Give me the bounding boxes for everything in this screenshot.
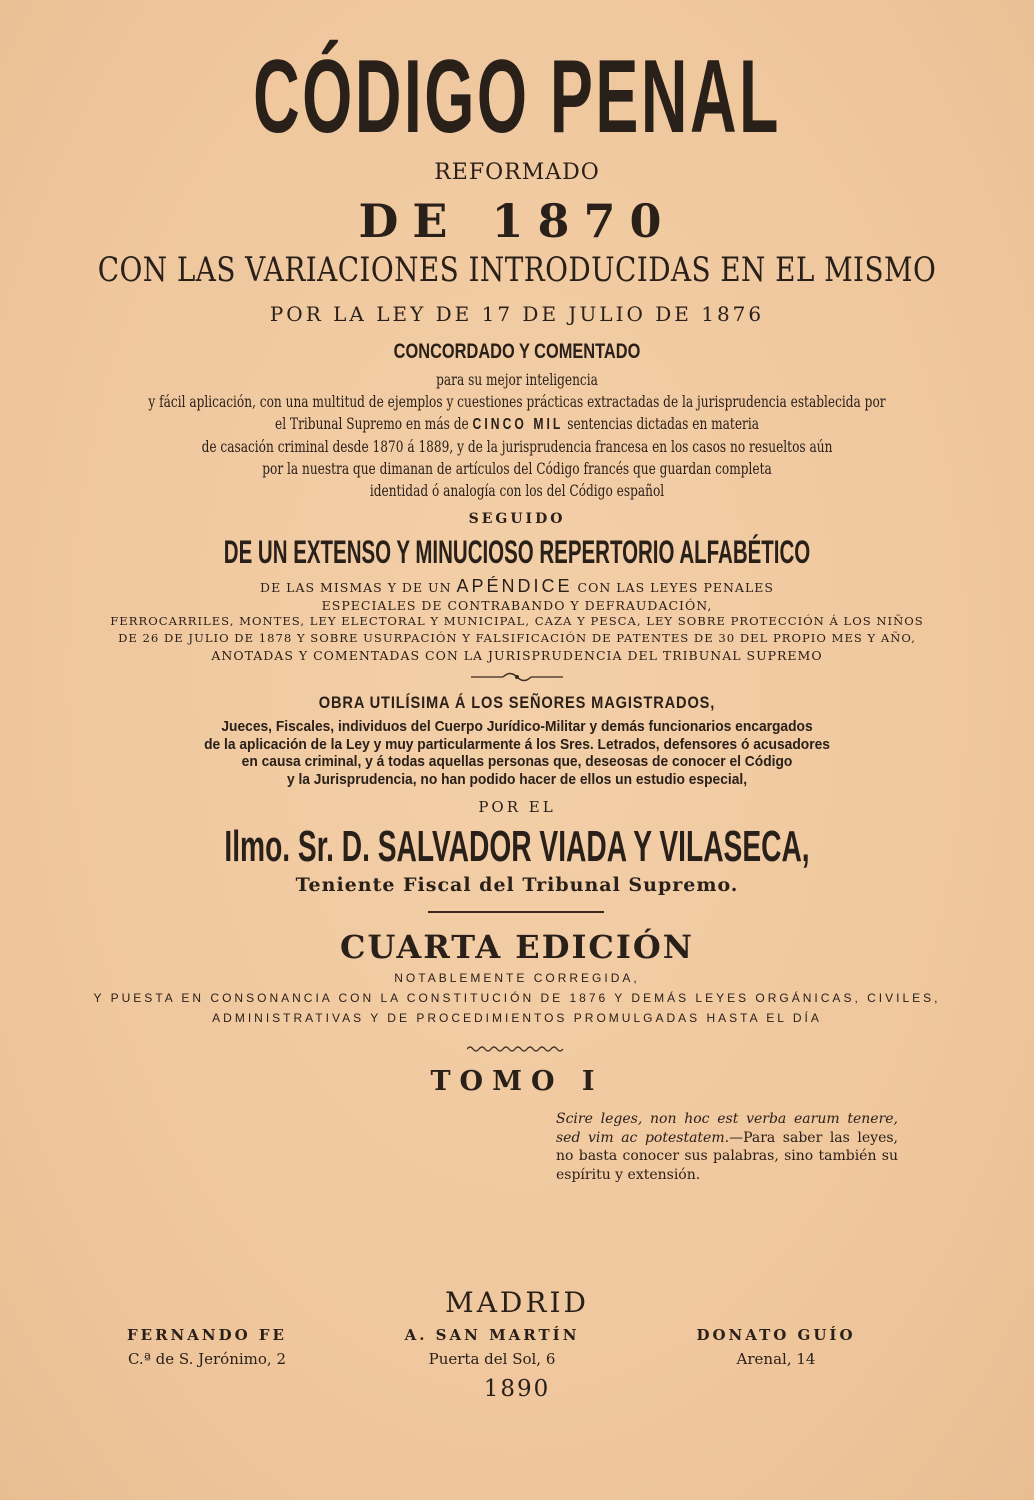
apendice-line-1 xyxy=(0,578,1034,596)
obra-line: OBRA UTILÍSIMA Á LOS SEÑORES MAGISTRADOS, xyxy=(318,693,716,712)
publication-year: 1890 xyxy=(483,1376,551,1402)
edition-notes-line-1: NOTABLEMENTE CORREGIDA, xyxy=(394,971,640,985)
apendice-post: CON LAS LEYES PENALES xyxy=(577,580,774,595)
description-line-3-post: sentencias dictadas en materia xyxy=(567,414,759,433)
publisher-name: FERNANDO FE xyxy=(127,1326,287,1344)
edition-heading: CUARTA EDICIÓN xyxy=(340,928,694,966)
edition-notes-line-3: ADMINISTRATIVAS Y DE PROCEDIMIENTOS PROMULGADAS HASTA EL DÍA xyxy=(212,1011,822,1025)
publisher-1 xyxy=(92,1326,322,1368)
epigraph-spanish: —Para saber las leyes, no basta conocer sus palabras, sino también su espíritu y extensión. xyxy=(556,1129,898,1183)
description-line-3-pre: el Tribunal Supremo en más de xyxy=(275,414,469,433)
volume-heading: TOMO I xyxy=(430,1066,604,1097)
concordado-line: CONCORDADO Y COMENTADO xyxy=(393,340,641,363)
epigraph xyxy=(556,1110,898,1184)
apendice-pre: DE LAS MISMAS Y DE UN xyxy=(260,580,452,595)
apendice-line-3: FERROCARRILES, MONTES, LEY ELECTORAL Y MUNICIPAL, CAZA Y PESCA, LEY SOBRE PROTECCIÓN Á LOS NIÑOS xyxy=(110,614,924,628)
repertorio-line: DE UN EXTENSO Y MINUCIOSO REPERTORIO ALFABÉTICO xyxy=(223,534,811,570)
audience-line-1: Jueces, Fiscales, individuos del Cuerpo Jurídico-Militar y demás funcionarios encargados xyxy=(221,718,813,735)
description-line-5: por la nuestra que dimanan de artículos del Código francés que guardan completa xyxy=(262,459,772,478)
audience-line-4: y la Jurisprudencia, no han podido hacer de ellos un estudio especial, xyxy=(286,771,748,788)
publisher-2 xyxy=(374,1326,610,1368)
description-line-6: identidad ó analogía con los del Código español xyxy=(369,481,665,500)
apendice-line-4: DE 26 DE JULIO DE 1878 Y SOBRE USURPACIÓN Y FALSIFICACIÓN DE PATENTES DE 30 DEL PROPIO MES Y AÑO, xyxy=(118,631,916,645)
year-heading: DE 1870 xyxy=(358,194,676,248)
wavy-line-icon xyxy=(467,1044,567,1054)
publisher-address: Arenal, 14 xyxy=(736,1350,816,1368)
author-title: Teniente Fiscal del Tribunal Supremo. xyxy=(295,874,739,896)
description-line-4: de casación criminal desde 1870 á 1889, y de la jurisprudencia francesa en los casos no resueltos aún xyxy=(201,437,833,456)
subtitle-reformado: REFORMADO xyxy=(434,160,600,185)
book-title: CÓDIGO PENAL xyxy=(253,39,781,155)
edition-notes-line-2: Y PUESTA EN CONSONANCIA CON LA CONSTITUCIÓN DE 1876 Y DEMÁS LEYES ORGÁNICAS, CIVILES, xyxy=(93,991,941,1005)
apendice-word: APÉNDICE xyxy=(456,576,573,596)
audience-line-2: de la aplicación de la Ley y muy particularmente á los Sres. Letrados, defensores ó acusadores xyxy=(204,736,830,753)
description-line-2: y fácil aplicación, con una multitud de ejemplos y cuestiones prácticas extractadas de la jurisprudencia establecida por xyxy=(148,392,886,411)
epigraph-latin: Scire leges, non hoc est verba earum tenere, sed vim ac potestatem. xyxy=(556,1111,898,1146)
ornament-divider xyxy=(0,670,1034,688)
audience-line-3: en causa criminal, y á todas aquellas personas que, deseosas de conocer el Código xyxy=(241,753,793,770)
cinco-mil-emphasis: CINCO MIL xyxy=(472,416,564,433)
author-name: Ilmo. Sr. D. SALVADOR VIADA Y VILASECA, xyxy=(224,822,810,871)
publisher-name: DONATO GUÍO xyxy=(696,1326,856,1344)
ornament-icon xyxy=(469,670,565,684)
apendice-line-5: ANOTADAS Y COMENTADAS CON LA JURISPRUDENCIA DEL TRIBUNAL SUPREMO xyxy=(211,648,823,663)
por-el-line: POR EL xyxy=(478,798,556,816)
publisher-address: C.ª de S. Jerónimo, 2 xyxy=(127,1350,286,1368)
description-line-3 xyxy=(124,413,910,436)
divider-rule xyxy=(428,911,604,913)
variaciones-line: CON LAS VARIACIONES INTRODUCIDAS EN EL MISMO xyxy=(97,250,937,290)
ley-line: POR LA LEY DE 17 DE JULIO DE 1876 xyxy=(269,302,765,326)
publisher-address: Puerta del Sol, 6 xyxy=(428,1350,556,1368)
apendice-line-2: ESPECIALES DE CONTRABANDO Y DEFRAUDACIÓN, xyxy=(321,598,713,613)
city: MADRID xyxy=(445,1286,589,1319)
description-line-1: para su mejor inteligencia xyxy=(436,370,598,389)
seguido-line: SEGUIDO xyxy=(468,511,566,527)
publisher-3 xyxy=(668,1326,884,1368)
wavy-divider xyxy=(0,1039,1034,1058)
publisher-name: A. SAN MARTÍN xyxy=(404,1326,580,1344)
